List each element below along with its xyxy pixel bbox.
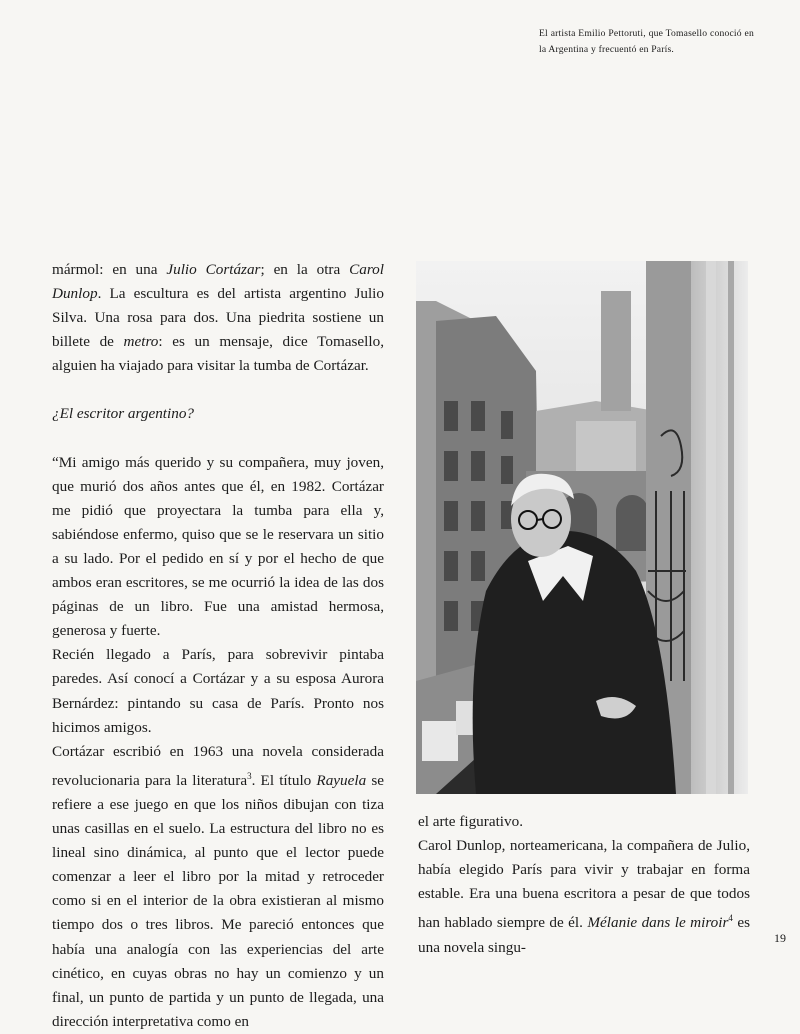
text-run: Cortázar escribió en 1963 una novela considerada revolucionaria para la literatura bbox=[52, 742, 384, 789]
right-text-column bbox=[418, 810, 750, 960]
left-text-column bbox=[52, 258, 384, 1034]
text-run: . El título bbox=[251, 771, 317, 789]
italic-text: Mélanie dans le miroir bbox=[587, 914, 729, 932]
paragraph: el arte figurativo. bbox=[418, 813, 523, 830]
italic-text: metro bbox=[123, 333, 159, 351]
paragraph: Recién llegado a París, para sobrevivir pintaba paredes. Así conocí a Cortázar y a su esposa Aurora Bernárdez: pintando su casa de París. Pronto nos hicimos amigos. bbox=[52, 646, 384, 736]
paragraph bbox=[418, 834, 750, 960]
photo-caption: El artista Emilio Pettoruti, que Tomasello conoció en la Argentina y frecuentó en París. bbox=[539, 28, 754, 55]
italic-text: Rayuela bbox=[316, 771, 367, 789]
paragraph bbox=[52, 740, 384, 1034]
photo-emilio-pettoruti bbox=[416, 261, 748, 794]
text-run: . La escultura es del artista argentino Julio Silva. Una rosa para dos. Una piedrita sostiene un billete de bbox=[52, 285, 384, 351]
paragraph: “Mi amigo más querido y su compañera, muy joven, que murió dos años antes que él, en 1982. Cortázar me pidió que proyectara la tumba para ella y, sabiéndose enfermo, quiso que se le reservara un sitio a su lado. Por el pedido en sí y por el hecho de que ambos eran escritores, se me ocurrió la idea de las dos páginas de un libro. Fue una amistad hermosa, generosa y fuerte. bbox=[52, 453, 384, 640]
italic-text: Julio Cortázar bbox=[166, 261, 261, 278]
section-heading: ¿El escritor argentino? bbox=[52, 405, 195, 423]
footnote-ref: 4 bbox=[728, 913, 733, 924]
footnote-ref: 3 bbox=[247, 770, 252, 781]
text-run: es una novela singu- bbox=[418, 914, 750, 956]
italic-text: Carol Dunlop bbox=[52, 261, 384, 303]
text-run: Carol Dunlop, norteamericana, la compañera de Julio, había elegido París para vivir y trabajar en forma estable. Era una buena escritora a pesar de que todos han hablado siempre de él. bbox=[418, 837, 750, 932]
text-run: mármol: en una bbox=[52, 261, 167, 278]
text-run: ; en la otra bbox=[260, 261, 350, 278]
text-run: se refiere a ese juego en que los niños dibujan con tiza unas casillas en el suelo. La estructura del libro no es lineal sino dinámica, al punto que el lector puede comenzar a leer el libro por la mitad y retroceder como si en el interior de la obra existieran al mismo tiempo dos o tres libros. Me pareció entonces que había una analogía con las experiencias del arte cinético, en cuyas obras no hay un comienzo y un final, un punto de partida y un punto de llegada, una dirección interpretativa como en bbox=[52, 771, 384, 1030]
page-number: 19 bbox=[774, 931, 786, 945]
text-run: : es un mensaje, dice Tomasello, alguien ha viajado para visitar la tumba de Cortázar. bbox=[52, 333, 384, 375]
paragraph bbox=[52, 258, 384, 378]
